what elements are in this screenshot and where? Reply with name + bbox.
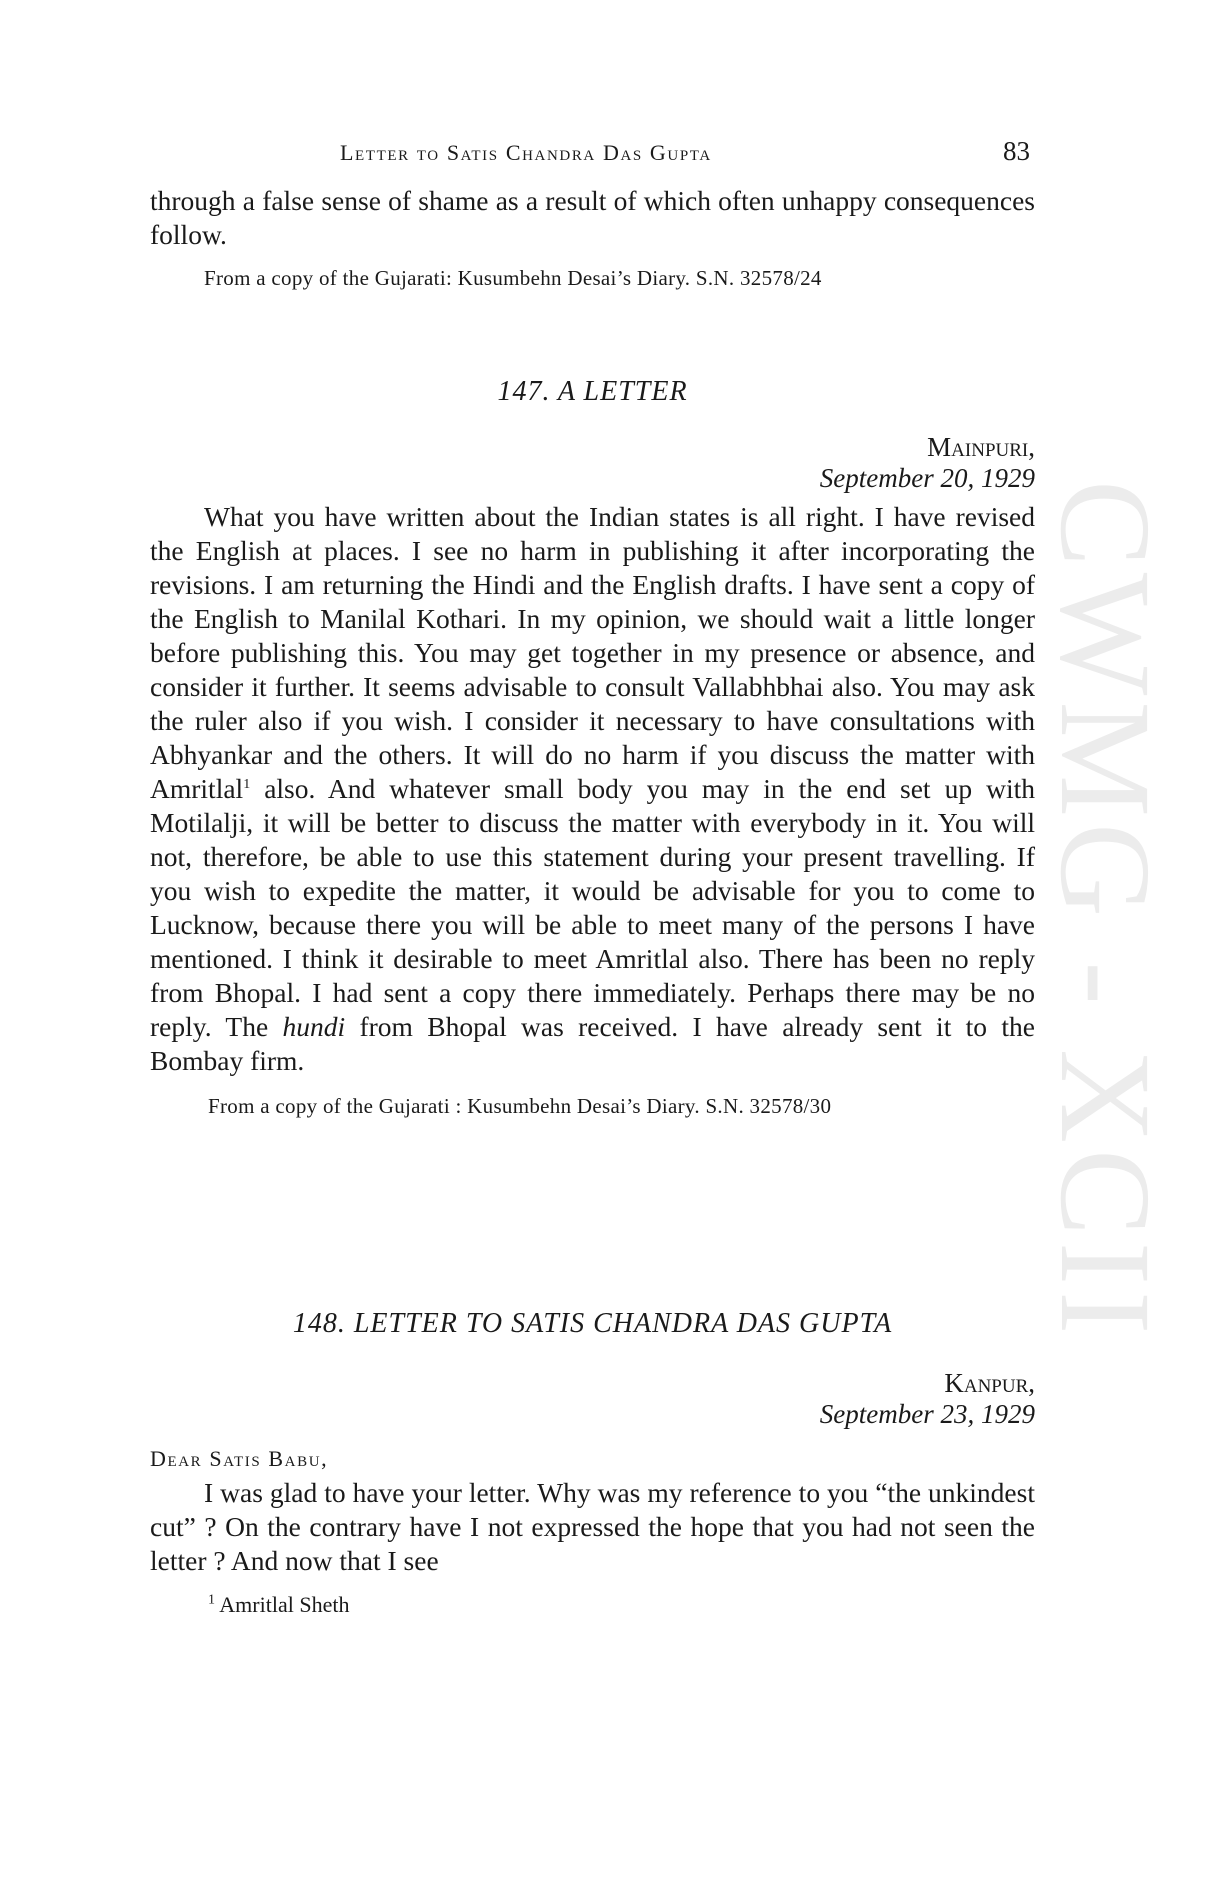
paragraph-text: What you have written about the Indian states is all right. I have revised the English at places. I see no harm in publishing it after incorporating the revisions. I am returning the Hindi and the English drafts. I have sent a copy of the English to Manilal Kothari. In my opinion, we should wait a little longer before publishing this. You may get together in my presence or absence, and consider it further. It seems advisable to consult Vallabhbhai also. You may ask the ruler also if you wish. I consider it necessary to have consultations with Abhyankar and the others. It will do no harm if you discuss the matter with Amritlal xyxy=(150,501,1035,804)
source-note: From a copy of the Gujarati: Kusumbehn Desai’s Diary. S.N. 32578/24 xyxy=(204,266,822,290)
page-number: 83 xyxy=(1003,136,1030,166)
footnote-mark: 1 xyxy=(208,1592,215,1608)
letter-title: 148. LETTER TO SATIS CHANDRA DAS GUPTA xyxy=(292,1308,893,1339)
continuation-block xyxy=(150,184,1035,292)
letter-place: Mainpuri, xyxy=(927,432,1035,462)
letter-147 xyxy=(150,376,1035,408)
letter-title: 147. A LETTER xyxy=(497,376,688,407)
letter-148 xyxy=(150,1308,1035,1340)
salutation: Dear Satis Babu, xyxy=(150,1446,329,1471)
footnote-text: Amritlal Sheth xyxy=(219,1592,350,1617)
running-head: Letter to Satis Chandra Das Gupta xyxy=(340,140,712,165)
letter-148-body xyxy=(150,1368,1035,1578)
footnote-reference: 1 xyxy=(243,776,251,792)
letter-place: Kanpur, xyxy=(944,1368,1035,1398)
continuation-paragraph: through a false sense of shame as a result of which often unhappy consequences follow. xyxy=(150,185,1035,250)
letter-147-body xyxy=(150,432,1035,1120)
footnote xyxy=(208,1592,808,1618)
letter-date: September 20, 1929 xyxy=(819,463,1035,493)
page-header xyxy=(150,136,1030,167)
letter-paragraph xyxy=(150,500,1035,1078)
paragraph-text: from Bhopal was received. I have already sent it to the Bombay firm. xyxy=(150,1011,1035,1076)
italic-term: hundi xyxy=(282,1011,346,1042)
letter-date: September 23, 1929 xyxy=(819,1399,1035,1429)
letter-paragraph: I was glad to have your letter. Why was my reference to you “the unkindest cut” ? On the contrary have I not expressed the hope that you had not seen the letter ? And now that I see xyxy=(150,1477,1035,1576)
paragraph-text: also. And whatever small body you may in the end set up with Motilalji, it will be better to discuss the matter with everybody in it. You will not, therefore, be able to use this statement during your present travelling. If you wish to expedite the matter, it would be advisable for you to come to Lucknow, because there you will be able to meet many of the persons I have mentioned. I think it desirable to meet Amritlal also. There has been no reply from Bhopal. I had sent a copy there immediately. Perhaps there may be no reply. The xyxy=(150,773,1035,1042)
watermark: CWMG - XCII xyxy=(1033,480,1177,1341)
source-note: From a copy of the Gujarati : Kusumbehn Desai’s Diary. S.N. 32578/30 xyxy=(208,1094,832,1118)
footnote-line xyxy=(208,1592,349,1617)
